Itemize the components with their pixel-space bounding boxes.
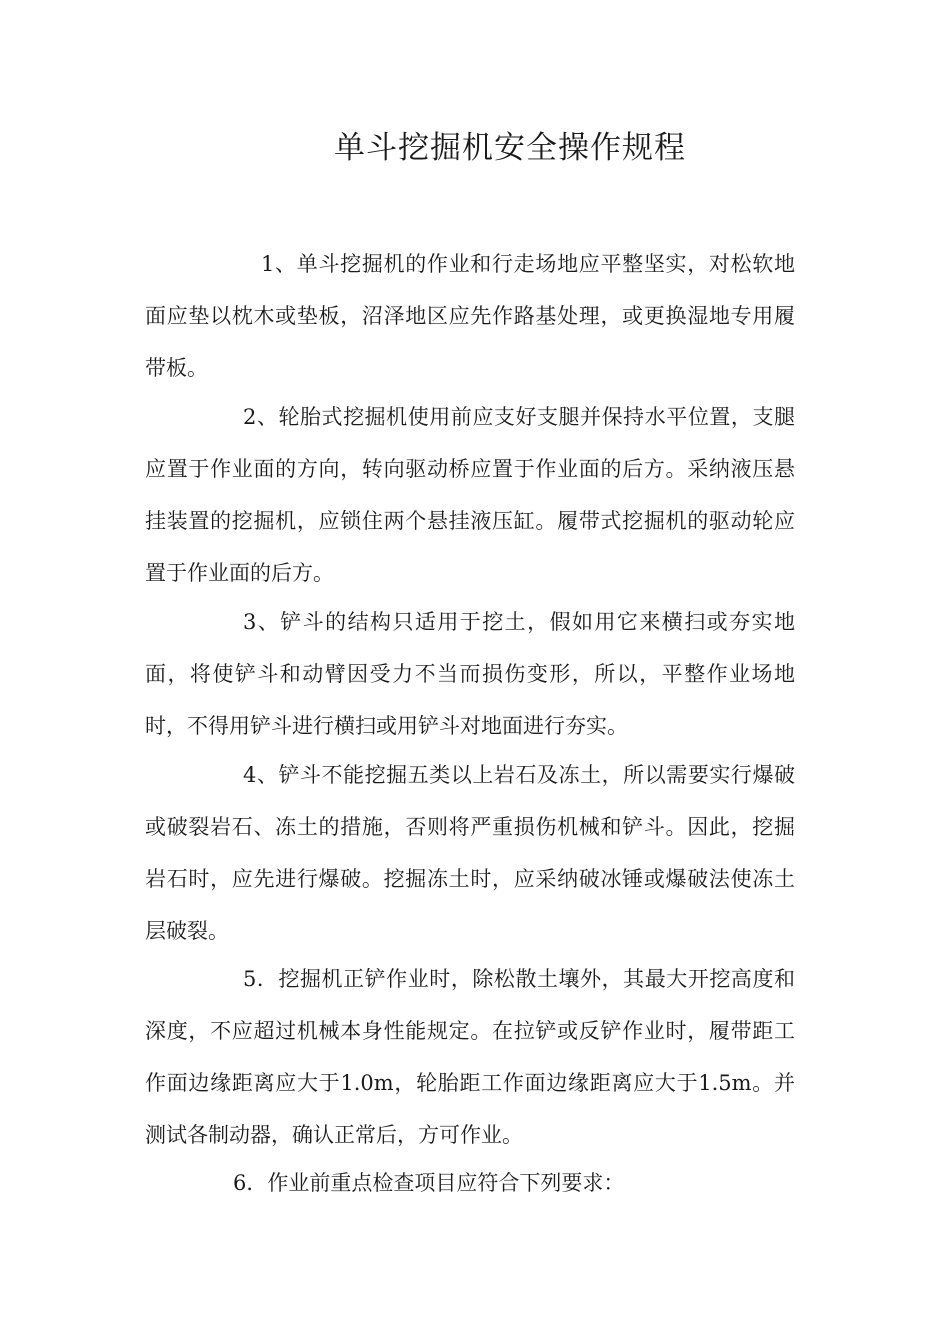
paragraph-5: 5．挖掘机正铲作业时，除松散土壤外，其最大开挖高度和深度，不应超过机械本身性能规定。在拉铲或反铲作业时，履带距工作面边缘距离应大于1.0m，轮胎距工作面边缘距离应大于1.5m。并测试各制动器，确认正常后，方可作业。 — [145, 967, 795, 1147]
paragraph-1: 1、单斗挖掘机的作业和行走场地应平整坚实，对松软地面应垫以枕木或垫板，沼泽地区应先作路基处理，或更换湿地专用履带板。 — [145, 252, 795, 380]
paragraph-4: 4、铲斗不能挖掘五类以上岩石及冻土，所以需要实行爆破或破裂岩石、冻土的措施，否则将严重损伤机械和铲斗。因此，挖掘岩石时，应先进行爆破。挖掘冻土时，应采纳破冰锤或爆破法使冻土层破裂。 — [145, 763, 795, 943]
paragraph-6: 6．作业前重点检查项目应符合下列要求： — [233, 1171, 625, 1195]
paragraph-2: 2、轮胎式挖掘机使用前应支好支腿并保持水平位置，支腿应置于作业面的方向，转向驱动桥应置于作业面的后方。采纳液压悬挂装置的挖掘机，应锁住两个悬挂液压缸。履带式挖掘机的驱动轮应置于作业面的后方。 — [145, 405, 795, 585]
paragraph-3: 3、铲斗的结构只适用于挖土，假如用它来横扫或夯实地面，将使铲斗和动臂因受力不当而损伤变形，所以，平整作业场地时，不得用铲斗进行横扫或用铲斗对地面进行夯实。 — [145, 610, 795, 738]
document-title: 单斗挖掘机安全操作规程 — [334, 130, 686, 166]
